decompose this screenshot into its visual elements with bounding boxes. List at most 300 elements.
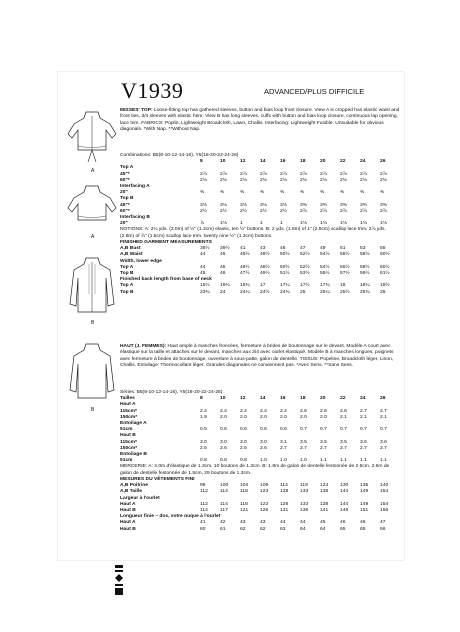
english-yardage-cell: 2⅞	[300, 208, 307, 214]
french-finished-cell: 65	[340, 526, 346, 532]
french-finished-cell: 114	[220, 501, 228, 507]
french-finished-cell: 123	[260, 489, 269, 495]
english-finished-cell: 50½	[280, 252, 290, 258]
french-metrage-cell: 2.7	[380, 445, 387, 451]
french-finished-cell: 46	[340, 520, 346, 526]
figure-b-front-label: B	[91, 320, 95, 326]
english-yardage-cell: 2⅞	[260, 171, 267, 177]
french-desc-text: Haut ample à manches froncées, fermeture à brides de boutonnage sur le devant. Modèle A court avec élastique sur la taille et attaches sur le devant, manches aux 3/4 avec ourlet élastiqué. Modèle B à manches longues, poignets avec fermeture à brides de boutonnage, ouverture à sous-patte, galon de dentelle. TISSUS: Popeline, Broadcloth léger, Linon, Challis. Entoilage: Thermocollant léger. Grandes diagonales ne conviennent pas.	[120, 344, 394, 369]
french-tailles-label: Tailles	[120, 396, 135, 402]
english-finished-cell: 58½	[360, 264, 370, 270]
english-yardage-cell: 3⅛	[240, 202, 247, 208]
french-finished-cell: 135	[360, 483, 369, 489]
english-finished-cell: 45	[200, 271, 206, 276]
english-finished-cell: 25¼	[320, 289, 330, 295]
english-finished-row-label: Finished back length from base of neck	[120, 277, 212, 283]
english-description	[120, 108, 400, 134]
english-yardage-cell: 2½	[260, 208, 267, 214]
french-metrage-cell: 1.0	[280, 458, 287, 464]
french-finished-cell: 131	[280, 508, 289, 513]
pattern-number: V1939	[121, 78, 184, 103]
french-finished-cell: 121	[240, 508, 249, 513]
english-finished-cell: 46	[220, 271, 226, 276]
english-finished-cell: 41	[240, 246, 246, 252]
french-finished-cell: 64	[320, 526, 326, 532]
english-yardage-cell: 1⅛	[340, 221, 347, 227]
english-yardage-cell: 1	[280, 221, 283, 227]
english-yardage-cell: 2⅞	[220, 171, 227, 177]
french-finished-cell: 136	[300, 508, 309, 513]
english-yardage-cell: 2⅛	[360, 177, 367, 183]
figure-b-front	[66, 254, 118, 318]
french-size-16: 16	[280, 396, 286, 402]
french-metrage-row-label: Haut A	[120, 402, 136, 408]
english-yardage-cell: 1	[260, 221, 263, 227]
french-metrage-row-label: Entoilage B	[120, 451, 147, 457]
french-metrage-row-label: 115cm*	[120, 408, 137, 414]
series-label: Séries: B5(8-10-12-14-16), Y5(18-20-22-24-26)	[120, 390, 223, 395]
french-metrage-row-label: 51cm	[120, 427, 133, 433]
english-finished-cell: 24	[220, 289, 226, 295]
english-size-16: 16	[280, 159, 286, 165]
french-metrage-cell: 2.7	[280, 445, 287, 451]
french-metrage-cell: 1.1	[320, 458, 327, 464]
english-yardage-cell: 2⅞	[340, 208, 347, 214]
french-metrage-row-label: Entoilage A	[120, 420, 147, 426]
english-finished-row-label: Top B	[120, 289, 134, 295]
english-finished-cell: 45	[220, 252, 226, 258]
english-yardage-cell: 3⅛	[280, 202, 287, 208]
english-finished-cell: 53½	[300, 271, 310, 276]
english-yardage-cell: ⅜	[300, 190, 305, 196]
english-finished-cell: 25	[300, 289, 306, 295]
english-yardage-cell: 3⅜	[320, 202, 327, 208]
french-metrage-cell: 3.1	[280, 439, 287, 445]
french-metrage-cell: 2.6	[300, 408, 307, 414]
english-size-14: 14	[260, 159, 266, 165]
french-finished-cell: 149	[360, 501, 369, 507]
english-finished-cell: 55½	[320, 271, 330, 276]
french-finished-cell: 64	[300, 526, 306, 532]
french-finished-cell: 45	[320, 520, 326, 526]
french-metrage-cell: 1.0	[260, 458, 267, 464]
english-yardage-cell: 1⅛	[300, 221, 307, 227]
english-finished-cell: 25¾	[360, 289, 370, 295]
french-metrage-cell: 3.5	[320, 439, 327, 445]
french-size-8: 8	[200, 396, 203, 402]
english-yardage-cell: 2⅞	[340, 171, 347, 177]
english-finished-cell: 18	[340, 283, 346, 289]
french-finished-row-label: Largeur à l'ourlet	[120, 495, 160, 501]
french-size-26: 26	[380, 396, 386, 402]
french-finished-cell: 98	[200, 483, 206, 489]
french-finished-cell: 104	[240, 483, 249, 489]
english-finished-cell: 60½	[380, 252, 390, 258]
french-finished-cell: 63	[280, 526, 286, 532]
english-finished-cell: 49½	[260, 271, 270, 276]
english-yardage-cell: 1⅛	[220, 221, 227, 227]
english-finished-cell: 51½	[280, 271, 290, 276]
french-finished-cell: 61	[220, 526, 226, 532]
french-finished-cell: 151	[360, 508, 369, 513]
english-finished-cell: 16¾	[240, 283, 250, 289]
french-metrage-cell: 2.1	[380, 414, 387, 420]
french-metrage-cell: 2.6	[260, 445, 267, 451]
english-finished-cell: 44	[200, 264, 206, 270]
french-finished-cell: 112	[200, 501, 208, 507]
french-metrage-cell: 3.6	[360, 439, 367, 445]
english-finished-cell: 52½	[300, 252, 310, 258]
french-finished-cell: 144	[340, 501, 349, 507]
figure-b-back-label: B	[91, 407, 95, 413]
french-metrage-cell: 3.0	[200, 439, 207, 445]
english-yardage-cell: 2⅛	[240, 177, 247, 183]
english-finished-cell: 58½	[360, 252, 370, 258]
french-size-20: 20	[320, 396, 326, 402]
french-finished-cell: 117	[220, 508, 228, 513]
english-desc-text: Loose-fitting top has gathered sleeves, button and bias loop front closure. View A is cropped has elastic waist and front ties, 3/4 sleeves with elastic hem. View B has long sleeves, cuffs with button and bias loop closure, continuous lap opening, lace trim. FABRICS: Poplin, Lightweight Broadcloth, Lawn, Challis. Interfacing: Lightweight Fusible. Unsuitable for obvious diagonals.	[120, 108, 400, 133]
english-yardage-row-label: Interfacing B	[120, 214, 150, 220]
english-yardage-cell: 3⅜	[360, 202, 367, 208]
english-yardage-row-label: 45"*	[120, 202, 130, 208]
english-size-22: 22	[340, 159, 346, 165]
french-finished-cell: 43	[260, 520, 266, 526]
french-metrage-cell: 2.0	[220, 414, 227, 420]
english-finished-row-label: Top B	[120, 271, 134, 276]
english-yardage-cell: 3⅜	[340, 202, 347, 208]
french-finished-cell: 43	[240, 520, 246, 526]
english-finished-cell: 46½	[240, 264, 250, 270]
english-finished-cell: 50½	[280, 264, 290, 270]
english-yardage-cell: ⅜	[340, 190, 345, 196]
french-finished-cell: 124	[320, 483, 329, 489]
english-size-20: 20	[320, 159, 326, 165]
french-metrage-row-label: 150cm*	[120, 445, 138, 451]
english-finished-cell: 16½	[200, 283, 210, 289]
english-yardage-cell: 2⅛	[320, 177, 327, 183]
english-finished-cell: 56½	[340, 264, 350, 270]
english-finished-cell: 47½	[240, 271, 250, 276]
english-yardage-cell: 1	[240, 221, 243, 227]
english-finished-cell: 49	[320, 246, 326, 252]
combinations-label: Combinations: B5(8-10-12-14-16), Y5(18-20-22-24-26)	[120, 153, 239, 158]
english-yardage-cell: 2½	[200, 208, 207, 214]
french-finished-cell: 156	[380, 508, 389, 513]
english-yardage-cell: 2⅞	[380, 171, 387, 177]
english-finished-cell: 38½	[200, 246, 210, 252]
french-metrage-cell: 2.0	[260, 414, 267, 420]
french-metrage-cell: 2.0	[280, 414, 287, 420]
english-yardage-cell: ⅜	[380, 190, 385, 196]
french-finished-row-label: Longueur finie – dos, votre nuque à l'ourlet	[120, 514, 221, 520]
english-yardage-cell: 2⅛	[220, 177, 227, 183]
french-size-22: 22	[340, 396, 346, 402]
english-finished-row-label: Top A	[120, 264, 134, 270]
english-yardage-row-label: 20"	[120, 190, 128, 196]
english-yardage-cell: 2⅞	[240, 171, 247, 177]
figure-a-back-label: A	[91, 234, 95, 240]
english-finished-cell: 54½	[320, 264, 330, 270]
english-yardage-cell: 2⅞	[380, 208, 387, 214]
french-finished-cell: 138	[320, 501, 329, 507]
french-finished-row-label: Haut A	[120, 520, 136, 526]
english-size-12: 12	[240, 159, 246, 165]
french-metrage-cell: 2.4	[260, 408, 267, 414]
english-yardage-cell: 3⅛	[260, 202, 267, 208]
english-yardage-cell: 2⅞	[360, 208, 367, 214]
english-yardage-cell: 2⅛	[380, 177, 387, 183]
french-finished-cell: 44	[300, 520, 306, 526]
english-finished-row-label: A,B Bust	[120, 246, 141, 252]
english-yardage-cell: 3⅛	[200, 202, 207, 208]
english-finished-cell: 61½	[380, 271, 390, 276]
french-metrage-cell: 3.5	[340, 439, 347, 445]
english-yardage-cell: 2⅛	[300, 177, 307, 183]
english-yardage-cell: 2⅛	[200, 177, 207, 183]
english-size-10: 10	[220, 159, 226, 165]
french-metrage-row-label: Haut B	[120, 433, 136, 439]
english-finished-cell: 17	[260, 283, 266, 289]
notions: NOTIONS: A: 2¼ yds. (2.0m) of ½" (1.3cm) elastic, ten ½" buttons. B: 2 yds. (1.8m) of 1" (2.5cm) scallop lace trim, 2⅞ yds. (2.6m) of ⅞" (1.5cm) scallop lace trim, twenty nine ½" (1.3cm) buttons.	[120, 227, 386, 239]
english-yardage-cell: ⅜	[360, 190, 365, 196]
french-finished-cell: 46	[360, 520, 366, 526]
french-metrage-cell: 2.1	[340, 414, 347, 420]
english-yardage-cell: 2⅛	[260, 177, 267, 183]
english-yardage-cell: 1⅛	[360, 221, 367, 227]
english-yardage-cell: ⅞	[200, 221, 205, 227]
french-metrage-cell: 2.4	[280, 408, 287, 414]
french-metrage-cell: 1.1	[340, 458, 347, 464]
english-finished-cell: 17¾	[320, 283, 330, 289]
english-finished-title: FINISHED GARMENT MEASUREMENTS	[120, 240, 212, 246]
english-yardage-row-label: 60"*	[120, 177, 130, 183]
french-finished-cell: 44	[280, 520, 286, 526]
french-description	[120, 344, 400, 370]
english-yardage-cell: 2⅛	[340, 177, 347, 183]
french-finished-cell: 149	[360, 489, 369, 495]
french-metrage-cell: 2.0	[300, 414, 307, 420]
mercerie: MERCERIE: A: 2.0m d'élastique de 1.3cm, 10 boutons de 1.3cm. B: 1.8m de galon de dentelle festonnée de 2.5cm. 2.6m de galon de dentelle festonnée de 1.5cm, 29 boutons de 1.3cm.	[120, 464, 390, 476]
french-finished-cell: 60	[200, 526, 206, 532]
figure-a-front-label: A	[91, 168, 95, 174]
english-yardage-cell: 1⅛	[380, 221, 387, 227]
english-title: MISSES' TOP:	[120, 108, 153, 113]
english-size-8: 8	[200, 159, 203, 165]
french-finished-cell: 112	[200, 489, 208, 495]
english-yardage-cell: ⅜	[220, 190, 225, 196]
french-finished-row-label: Haut B	[120, 526, 136, 532]
french-finished-cell: 128	[280, 489, 289, 495]
english-size-24: 24	[360, 159, 366, 165]
french-nap-note: *Avec Sens. **Sans Sens.	[296, 363, 354, 369]
french-metrage-cell: 0.7	[360, 427, 367, 433]
english-finished-cell: 25½	[340, 289, 350, 295]
french-metrage-row-label: 150cm*	[120, 414, 138, 420]
english-yardage-cell: 2⅞	[360, 171, 367, 177]
figure-a-front	[66, 106, 118, 166]
french-finished-cell: 62	[260, 526, 266, 532]
french-finished-cell: 119	[300, 483, 308, 489]
french-finished-cell: 128	[280, 501, 289, 507]
french-metrage-cell: 2.7	[300, 445, 307, 451]
french-metrage-cell: 2.0	[240, 414, 247, 420]
french-metrage-cell: 0.7	[340, 427, 347, 433]
english-yardage-cell: 2½	[280, 208, 287, 214]
english-yardage-cell: 2⅞	[280, 171, 287, 177]
french-metrage-cell: 0.8	[200, 458, 207, 464]
french-finished-cell: 114	[200, 508, 208, 513]
english-finished-row-label: Top A	[120, 283, 134, 289]
french-metrage-cell: 0.7	[320, 427, 327, 433]
english-finished-cell: 48½	[260, 252, 270, 258]
english-finished-cell: 59½	[360, 271, 370, 276]
french-metrage-row-label: 115cm*	[120, 439, 137, 445]
french-finished-row-label: Haut A	[120, 501, 136, 507]
french-metrage-cell: 1.9	[200, 414, 207, 420]
french-metrage-cell: 3.0	[260, 439, 267, 445]
english-finished-cell: 26	[380, 289, 386, 295]
french-finished-row-label: A,B Taille	[120, 489, 142, 495]
french-metrage-cell: 3.6	[380, 439, 387, 445]
french-finished-cell: 130	[340, 483, 349, 489]
french-metrage-cell: 3.0	[220, 439, 227, 445]
english-finished-cell: 39½	[220, 246, 230, 252]
french-finished-cell: 114	[280, 483, 288, 489]
english-finished-cell: 51	[340, 246, 346, 252]
english-finished-cell: 23¾	[200, 289, 210, 295]
french-metrage-cell: 2.6	[220, 445, 227, 451]
french-finished-cell: 65	[360, 526, 366, 532]
french-finished-cell: 133	[300, 489, 309, 495]
french-finished-row-label: A,B Poitrine	[120, 483, 148, 489]
english-finished-cell: 46½	[240, 252, 250, 258]
french-metrage-cell: 2.7	[360, 408, 367, 414]
english-finished-cell: 56½	[340, 252, 350, 258]
french-metrage-cell: 0.8	[220, 458, 227, 464]
french-metrage-cell: 0.7	[380, 427, 387, 433]
english-yardage-cell: ⅜	[200, 190, 205, 196]
english-finished-cell: 17¼	[280, 283, 290, 289]
english-finished-cell: 18¼	[360, 283, 370, 289]
english-yardage-row-label: Top A	[120, 165, 134, 171]
french-finished-cell: 133	[300, 501, 309, 507]
french-finished-cell: 109	[260, 483, 269, 489]
french-metrage-cell: 2.6	[340, 408, 347, 414]
english-finished-cell: 17½	[300, 283, 310, 289]
french-size-12: 12	[240, 396, 246, 402]
english-finished-cell: 45	[220, 264, 226, 270]
french-metrage-cell: 0.5	[200, 427, 207, 433]
english-yardage-cell: 2⅞	[320, 171, 327, 177]
french-metrage-cell: 2.7	[340, 445, 347, 451]
english-finished-cell: 48½	[260, 264, 270, 270]
french-metrage-cell: 1.1	[380, 458, 387, 464]
registration-marks	[115, 565, 123, 595]
french-metrage-cell: 0.6	[220, 427, 227, 433]
french-finished-cell: 140	[380, 483, 389, 489]
french-finished-cell: 47	[380, 520, 386, 526]
english-yardage-row-label: 45"*	[120, 171, 130, 177]
french-metrage-cell: 1.1	[360, 458, 367, 464]
english-finished-cell: 24½	[260, 289, 270, 295]
french-metrage-cell: 2.6	[320, 408, 327, 414]
english-yardage-row-label: Interfacing A	[120, 183, 150, 189]
french-finished-row	[120, 527, 400, 533]
english-finished-row	[120, 290, 400, 296]
english-yardage-cell: 2½	[240, 208, 247, 214]
french-finished-cell: 118	[240, 501, 248, 507]
english-finished-cell: 24¾	[280, 289, 290, 295]
english-yardage-row-label: 60"*	[120, 208, 130, 214]
english-finished-cell: 18½	[380, 283, 390, 289]
english-finished-row-label: A,B Waist	[120, 252, 143, 258]
french-metrage-cell: 2.7	[360, 445, 367, 451]
french-metrage-cell: 2.1	[360, 414, 367, 420]
english-finished-cell: 57½	[340, 271, 350, 276]
english-yardage-cell: 3⅜	[300, 202, 307, 208]
french-metrage-cell: 2.6	[200, 445, 207, 451]
english-yardage-cell: 3⅛	[220, 202, 227, 208]
french-metrage-table	[120, 390, 400, 533]
french-finished-cell: 141	[320, 508, 329, 513]
french-finished-cell: 146	[340, 508, 349, 513]
english-finished-cell: 55	[380, 246, 386, 252]
english-finished-cell: 16¾	[220, 283, 230, 289]
french-finished-row-label: Haut B	[120, 508, 136, 513]
english-yardage-table	[120, 153, 400, 296]
english-yardage-row-label: 20"	[120, 221, 128, 227]
english-yardage-cell: 2⅞	[300, 171, 307, 177]
french-metrage-cell: 0.8	[240, 458, 247, 464]
english-finished-cell: 53	[360, 246, 366, 252]
english-yardage-cell: ⅜	[280, 190, 285, 196]
figure-a-back	[66, 180, 118, 232]
english-yardage-cell: ⅜	[260, 190, 265, 196]
french-title: HAUT (J. FEMMES):	[120, 344, 167, 349]
english-size-26: 26	[380, 159, 386, 165]
english-yardage-row-label: Top B	[120, 196, 134, 202]
french-metrage-cell: 2.7	[320, 445, 327, 451]
english-yardage-cell: ⅜	[240, 190, 245, 196]
french-metrage-cell: 2.4	[200, 408, 207, 414]
english-yardage-cell: 2⅞	[320, 208, 327, 214]
english-yardage-cell: 2⅛	[280, 177, 287, 183]
french-finished-cell: 118	[240, 489, 248, 495]
french-metrage-cell: 0.7	[300, 427, 307, 433]
french-metrage-cell: 2.7	[380, 408, 387, 414]
french-metrage-cell: 2.4	[220, 408, 227, 414]
english-finished-cell: 52½	[300, 264, 310, 270]
difficulty-label: ADVANCED/PLUS DIFFICILE	[264, 87, 365, 96]
french-metrage-cell: 1.0	[300, 458, 307, 464]
french-finished-cell: 62	[240, 526, 246, 532]
english-finished-cell: 54½	[320, 252, 330, 258]
french-finished-cell: 123	[260, 501, 269, 507]
french-finished-cell: 154	[380, 489, 389, 495]
french-metrage-cell: 3.5	[300, 439, 307, 445]
french-finished-cell: 66	[380, 526, 386, 532]
english-finished-row-label: Width, lower edge	[120, 258, 162, 264]
french-metrage-cell: 2.4	[240, 408, 247, 414]
english-finished-cell: 44	[200, 252, 206, 258]
french-finished-cell: 154	[380, 501, 389, 507]
figure-b-back	[66, 340, 118, 404]
french-finished-cell: 42	[220, 520, 226, 526]
french-metrage-cell: 0.6	[240, 427, 247, 433]
english-finished-cell: 60½	[380, 264, 390, 270]
french-size-14: 14	[260, 396, 266, 402]
english-yardage-cell: 3⅜	[380, 202, 387, 208]
